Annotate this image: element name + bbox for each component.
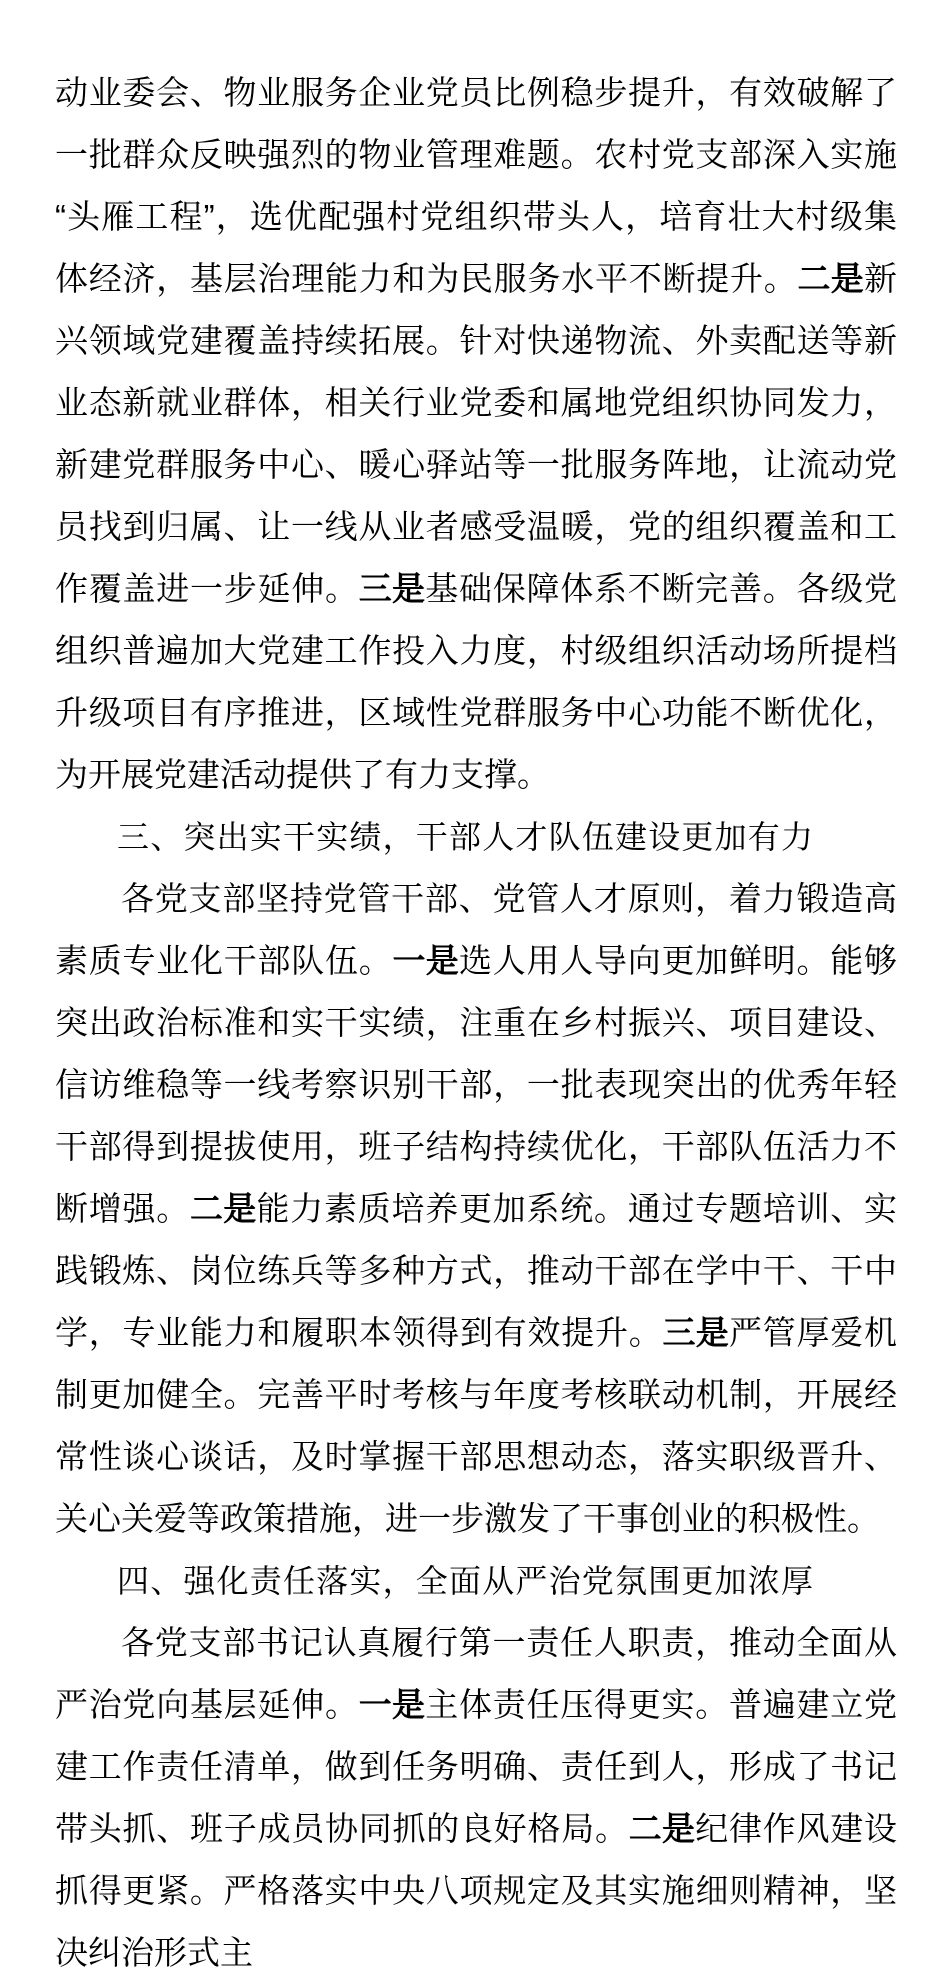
text-run: 各党支部坚持党管干部、党管人才原则，着力锻造高素质专业化干部队伍。: [55, 880, 897, 979]
document-text-column: [55, 62, 897, 1984]
text-run: 新兴领域党建覆盖持续拓展。针对快递物流、外卖配送等新业态新就业群体，相关行业党委和属地党组织协同发力，新建党群服务中心、暖心驿站等一批服务阵地，让流动党员找到归属、让一线从业者感受温暖，党的组织覆盖和工作覆盖进一步延伸。: [55, 260, 897, 607]
text-run: 严管厚爱机制更加健全。完善平时考核与年度考核联动机制，开展经常性谈心谈话，及时掌握干部思想动态，落实职级晋升、关心关爱等政策措施，进一步激发了干事创业的积极性。: [55, 1314, 897, 1537]
text-run: 基础保障体系不断完善。各级党组织普遍加大党建工作投入力度，村级组织活动场所提档升级项目有序推进，区域性党群服务中心功能不断优化，为开展党建活动提供了有力支撑。: [55, 570, 897, 793]
text-run: 能力素质培养更加系统。通过专题培训、实践锻炼、岗位练兵等多种方式，推动干部在学中干、干中学，专业能力和履职本领得到有效提升。: [55, 1190, 897, 1351]
emphasis-run: 二是: [797, 260, 864, 297]
body-paragraph: [55, 62, 897, 806]
emphasis-run: 一是: [392, 942, 459, 979]
body-paragraph: [55, 1612, 897, 1984]
emphasis-run: 三是: [358, 570, 426, 607]
emphasis-run: 二是: [190, 1190, 257, 1227]
text-run: 主体责任压得更实。普遍建立党建工作责任清单，做到任务明确、责任到人，形成了书记带头抓、班子成员协同抓的良好格局。: [55, 1686, 897, 1847]
emphasis-run: 一是: [358, 1686, 426, 1723]
text-run: 动业委会、物业服务企业党员比例稳步提升，有效破解了一批群众反映强烈的物业管理难题。农村党支部深入实施“头雁工程”，选优配强村党组织带头人，培育壮大村级集体经济，基层治理能力和为民服务水平不断提升。: [55, 74, 897, 297]
section-heading: 四、强化责任落实，全面从严治党氛围更加浓厚: [117, 1562, 815, 1600]
text-run: 各党支部书记认真履行第一责任人职责，推动全面从严治党向基层延伸。: [55, 1624, 897, 1723]
text-run: 纪律作风建设抓得更紧。严格落实中央八项规定及其实施细则精神，坚决纠治形式主: [55, 1810, 897, 1971]
body-paragraph: [55, 868, 897, 1550]
emphasis-run: 三是: [662, 1314, 729, 1351]
section-heading: 三、突出实干实绩，干部人才队伍建设更加有力: [117, 818, 815, 856]
emphasis-run: 二是: [628, 1810, 696, 1847]
text-run: 选人用人导向更加鲜明。能够突出政治标准和实干实绩，注重在乡村振兴、项目建设、信访维稳等一线考察识别干部，一批表现突出的优秀年轻干部得到提拔使用，班子结构持续优化，干部队伍活力不断增强。: [55, 942, 897, 1227]
